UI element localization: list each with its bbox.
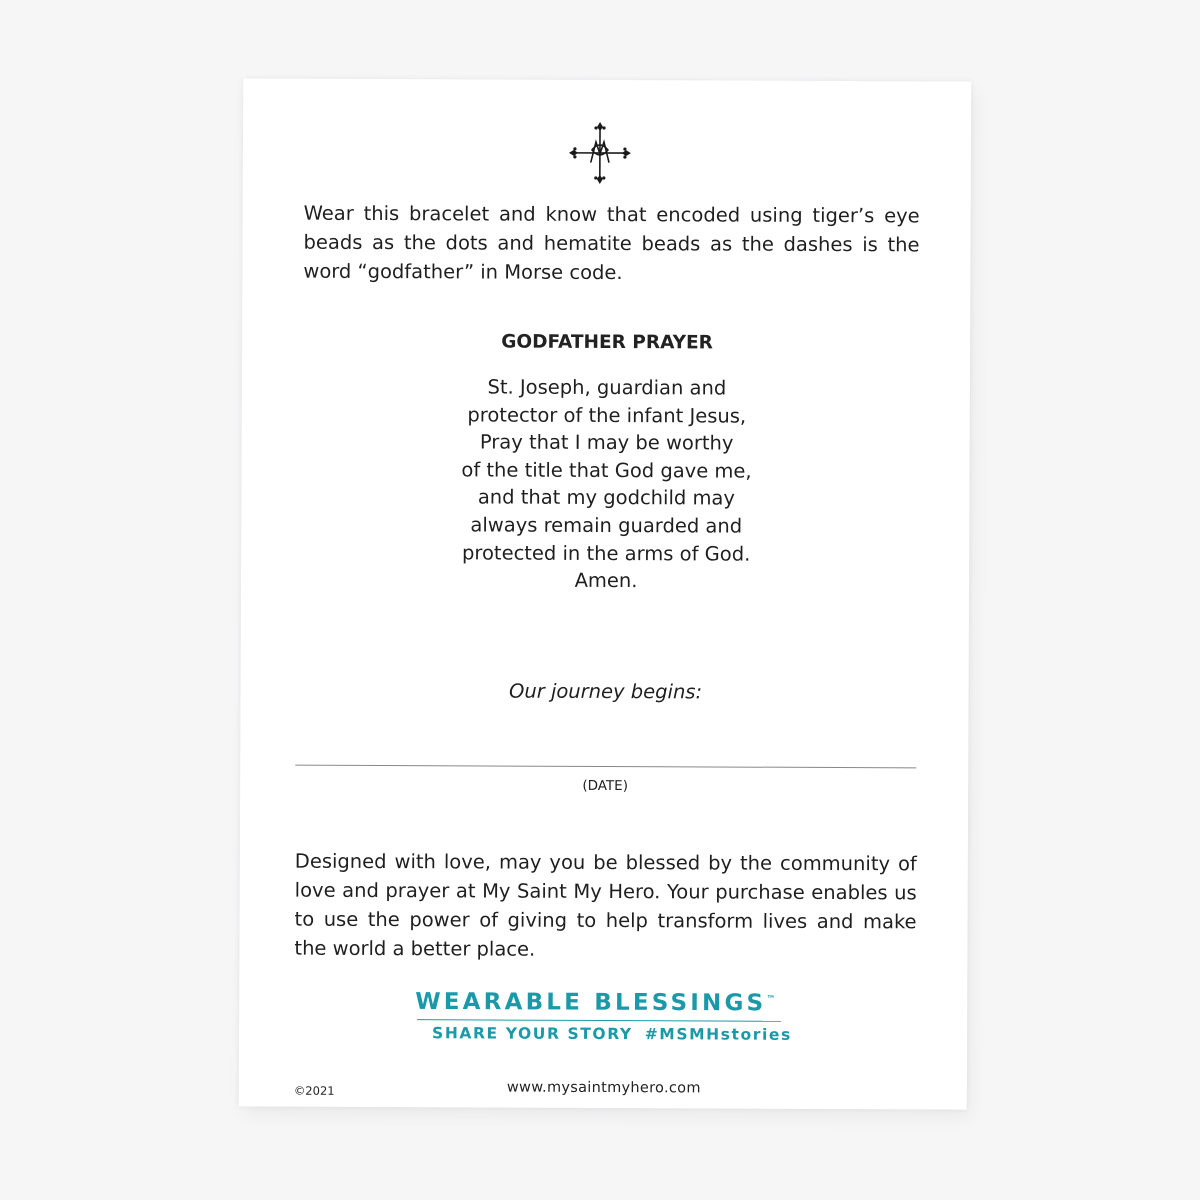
brand-hashtag: #MSMHstories	[644, 1024, 792, 1044]
brand-name	[415, 984, 795, 1017]
copyright-notice: ©2021	[293, 1083, 335, 1098]
prayer-card	[239, 78, 971, 1109]
date-signature-line	[295, 765, 916, 769]
website-url: www.mysaintmyhero.com	[506, 1079, 701, 1097]
prayer-line: of the title that God gave me,	[461, 458, 752, 483]
brand-underline	[417, 1019, 781, 1022]
prayer-line: and that my godchild may	[477, 485, 736, 510]
brand-name-text: WEARABLE BLESSINGS	[415, 988, 767, 1017]
trademark-mark: ™	[766, 994, 776, 1005]
prayer-line: St. Joseph, guardian and	[487, 375, 727, 400]
marian-cross-monogram-icon	[569, 122, 631, 184]
brand-block	[415, 984, 795, 1043]
journey-heading: Our journey begins:	[509, 679, 703, 704]
prayer-line: Amen.	[574, 569, 638, 593]
prayer-line: protected in the arms of God.	[462, 540, 751, 566]
prayer-text	[241, 372, 972, 596]
brand-tagline: SHARE YOUR STORY	[432, 1023, 633, 1043]
prayer-title: GODFATHER PRAYER	[501, 331, 714, 354]
closing-paragraph: Designed with love, may you be blessed by the community of love and prayer at My Saint My Hero. Your purchase enables us to use the power of giving to help transform lives and make the world a better place.	[294, 849, 917, 961]
intro-paragraph: Wear this bracelet and know that encoded using tiger’s eye beads as the dots and hematite beads as the dashes is the word “godfather” in Morse code.	[303, 201, 920, 285]
share-line	[432, 1024, 795, 1044]
prayer-line: always remain guarded and	[470, 513, 743, 538]
prayer-line: protector of the infant Jesus,	[467, 402, 747, 428]
prayer-line: Pray that I may be worthy	[479, 430, 734, 455]
date-label: (DATE)	[582, 777, 629, 795]
